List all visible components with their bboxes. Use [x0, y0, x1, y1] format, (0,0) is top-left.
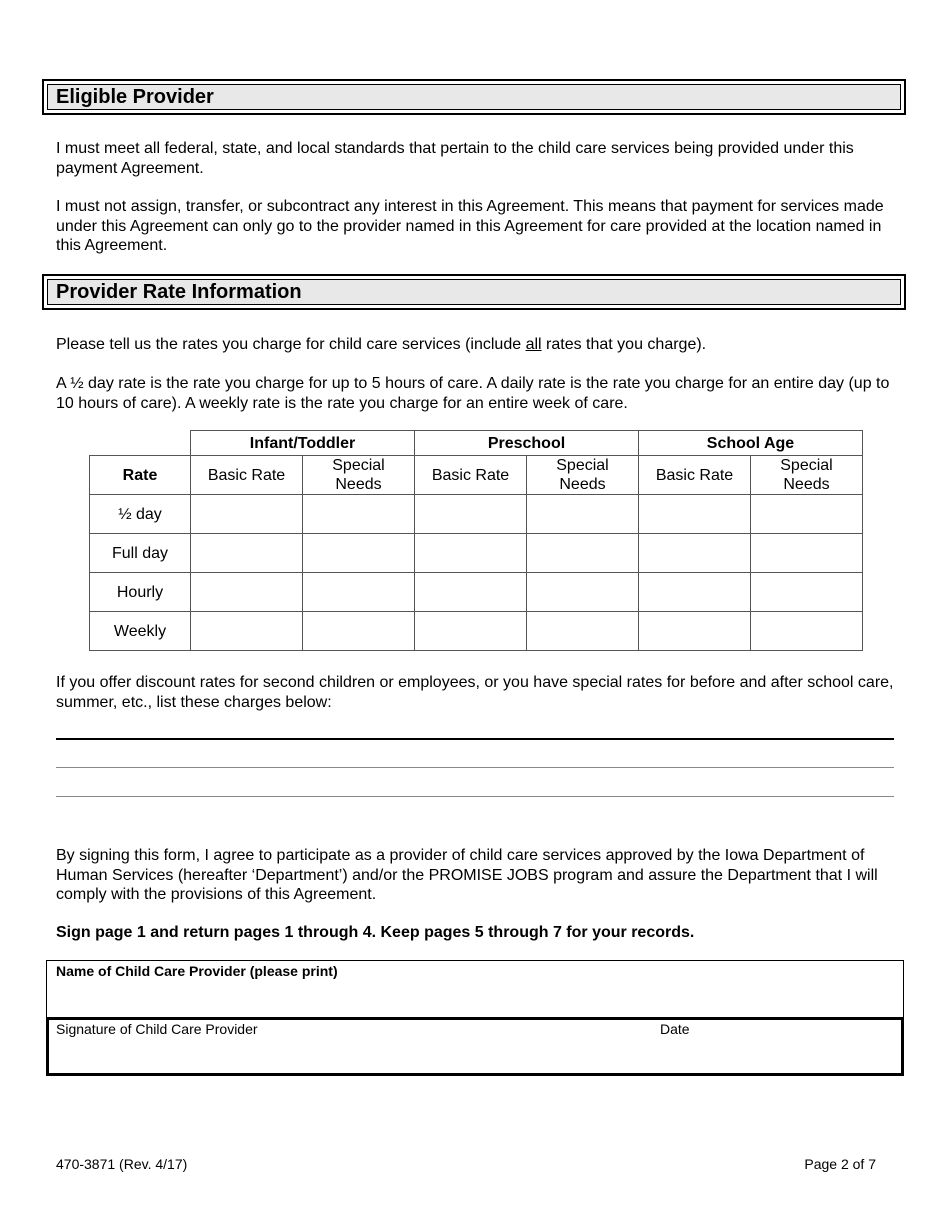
rate-cell[interactable]: [527, 573, 639, 612]
eligible-provider-header: [42, 79, 906, 115]
provider-name-label: Name of Child Care Provider (please print): [56, 963, 338, 979]
rate-table: [89, 430, 863, 651]
rate-info-p1-end: rates that you charge).: [541, 336, 707, 353]
signature-label: Signature of Child Care Provider: [56, 1021, 258, 1037]
rate-cell[interactable]: [303, 495, 415, 534]
rate-info-p1-start: Please tell us the rates you charge for child care services (include: [56, 336, 526, 353]
form-number: 470-3871 (Rev. 4/17): [56, 1156, 188, 1172]
table-row: [90, 612, 863, 651]
eligible-provider-paragraph-2: I must not assign, transfer, or subcontract any interest in this Agreement. This means that payment for services made under this Agreement can only go to the provider named in this Agreement for care provided at the location named in this Agreement.: [56, 198, 884, 254]
rate-table-header-row: [90, 456, 863, 495]
rate-cell[interactable]: [191, 495, 303, 534]
group-infant-toddler: Infant/Toddler: [191, 431, 415, 456]
rate-cell[interactable]: [303, 534, 415, 573]
eligible-provider-title: Eligible Provider: [47, 84, 901, 110]
rate-cell[interactable]: [527, 612, 639, 651]
preschool-basic-rate-header: Basic Rate: [415, 456, 527, 495]
rate-table-corner: [90, 431, 191, 456]
rate-table-group-row: [90, 431, 863, 456]
school-age-basic-rate-header: Basic Rate: [639, 456, 751, 495]
provider-name-field[interactable]: [46, 960, 904, 1019]
rate-info-paragraph-2: A ½ day rate is the rate you charge for up to 5 hours of care. A daily rate is the rate you charge for an entire day (up to 10 hours of care). A weekly rate is the rate you charge for an entire week of care.: [56, 375, 890, 412]
infant-special-needs-header: Special Needs: [303, 456, 415, 495]
rate-cell[interactable]: [191, 573, 303, 612]
row-label-full-day: Full day: [90, 534, 191, 573]
signature-field[interactable]: [46, 1017, 904, 1076]
rate-info-header: [42, 274, 906, 310]
table-row: [90, 573, 863, 612]
discount-rates-paragraph: If you offer discount rates for second children or employees, or you have special rates for before and after school care, summer, etc., list these charges below:: [56, 674, 894, 711]
rate-cell[interactable]: [415, 573, 527, 612]
write-in-line-2[interactable]: [56, 767, 894, 768]
rate-cell[interactable]: [751, 495, 863, 534]
rate-cell[interactable]: [639, 495, 751, 534]
rate-cell[interactable]: [639, 573, 751, 612]
table-row: [90, 495, 863, 534]
agreement-paragraph: By signing this form, I agree to participate as a provider of child care services approved by the Iowa Department of Human Services (hereafter ‘Department’) and/or the PROMISE JOBS program and assure the Department that I will comply with the provisions of this Agreement.: [56, 847, 878, 903]
write-in-line-3[interactable]: [56, 796, 894, 797]
rate-cell[interactable]: [751, 573, 863, 612]
rate-cell[interactable]: [191, 534, 303, 573]
rate-info-title: Provider Rate Information: [47, 279, 901, 305]
rate-info-p1-underline: all: [525, 336, 542, 353]
rate-cell[interactable]: [639, 612, 751, 651]
rate-cell[interactable]: [751, 612, 863, 651]
rate-cell[interactable]: [303, 573, 415, 612]
infant-basic-rate-header: Basic Rate: [191, 456, 303, 495]
row-label-half-day: ½ day: [90, 495, 191, 534]
rate-cell[interactable]: [639, 534, 751, 573]
rate-cell[interactable]: [527, 495, 639, 534]
date-label: Date: [660, 1021, 690, 1037]
page-number: Page 2 of 7: [804, 1156, 876, 1172]
row-label-hourly: Hourly: [90, 573, 191, 612]
rate-column-header: Rate: [90, 456, 191, 495]
rate-cell[interactable]: [191, 612, 303, 651]
rate-cell[interactable]: [751, 534, 863, 573]
eligible-provider-paragraph-1: I must meet all federal, state, and local standards that pertain to the child care services being provided under this payment Agreement.: [56, 140, 854, 177]
preschool-special-needs-header: Special Needs: [527, 456, 639, 495]
rate-cell[interactable]: [415, 612, 527, 651]
rate-cell[interactable]: [303, 612, 415, 651]
group-preschool: Preschool: [415, 431, 639, 456]
table-row: [90, 534, 863, 573]
rate-info-paragraph-1: [56, 335, 896, 355]
row-label-weekly: Weekly: [90, 612, 191, 651]
rate-cell[interactable]: [415, 534, 527, 573]
school-age-special-needs-header: Special Needs: [751, 456, 863, 495]
rate-cell[interactable]: [415, 495, 527, 534]
rate-cell[interactable]: [527, 534, 639, 573]
sign-instruction: Sign page 1 and return pages 1 through 4. Keep pages 5 through 7 for your records.: [56, 924, 695, 941]
write-in-line-1[interactable]: [56, 738, 894, 740]
group-school-age: School Age: [639, 431, 863, 456]
